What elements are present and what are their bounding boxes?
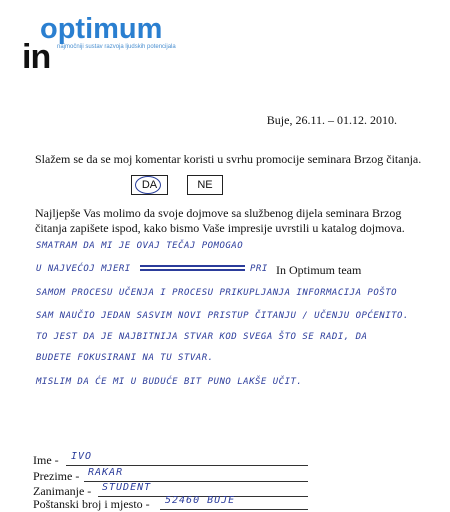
- name-underline: [66, 465, 308, 466]
- logo-optimum-text: optimum: [40, 13, 163, 45]
- instructions-text: Najljepše Vas molimo da svoje dojmove sa službenog dijela seminara Brzog čitanja zapišete ispod, kako bismo Vaše impresije uvrstili u katalog dojmova.: [35, 206, 405, 235]
- surname-label: Prezime -: [33, 469, 80, 483]
- seminar-date: Buje, 26.11. – 01.12. 2010.: [266, 113, 397, 127]
- logo-tagline: najmočniji sustav razvoja ljudskih potencijala: [57, 44, 176, 50]
- comment-line-2: U NAJVEĆOJ MJERI: [36, 264, 131, 274]
- yes-option-label: DA: [141, 179, 158, 191]
- consent-statement: Slažem se da se moj komentar koristi u svrhu promocije seminara Brzog čitanja.: [35, 152, 422, 166]
- no-option-label: NE: [197, 179, 213, 191]
- surname-field[interactable]: RAKAR: [88, 467, 124, 478]
- logo-in-text: in: [22, 38, 51, 76]
- crossed-out-scribble: [140, 262, 245, 273]
- yes-option-box[interactable]: [131, 175, 168, 195]
- postal-label: Poštanski broj i mjesto -: [33, 497, 150, 511]
- occupation-field[interactable]: STUDENT: [102, 482, 152, 493]
- comment-line-6: BUDETE FOKUSIRANI NA TU STVAR.: [36, 353, 214, 363]
- comment-line-4: SAM NAUČIO JEDAN SASVIM NOVI PRISTUP ČITANJU / UČENJU OPĆENITO.: [36, 311, 409, 321]
- comment-line-3: SAMOM PROCESU UČENJA I PROCESU PRIKUPLJANJA INFORMACIJA POŠTO: [36, 288, 398, 298]
- postal-underline: [160, 509, 308, 510]
- comment-line-1: SMATRAM DA MI JE OVAJ TEČAJ POMOGAO: [36, 241, 244, 251]
- postal-field[interactable]: 52460 BUJE: [165, 495, 236, 506]
- occupation-label: Zanimanje -: [33, 484, 92, 498]
- selection-circle-mark: [135, 176, 161, 194]
- no-option-box[interactable]: [187, 175, 223, 195]
- comment-line-5: TO JEST DA JE NAJBITNIJA STVAR KOD SVEGA ŠTO SE RADI, DA: [36, 332, 368, 342]
- comment-line-2b: PRI: [250, 264, 268, 274]
- team-label: In Optimum team: [276, 263, 362, 277]
- comment-line-7: MISLIM DA ĆE MI U BUDUĆE BIT PUNO LAKŠE UČIT.: [36, 377, 303, 387]
- name-field[interactable]: IVO: [71, 451, 93, 462]
- name-label: Ime -: [33, 453, 59, 467]
